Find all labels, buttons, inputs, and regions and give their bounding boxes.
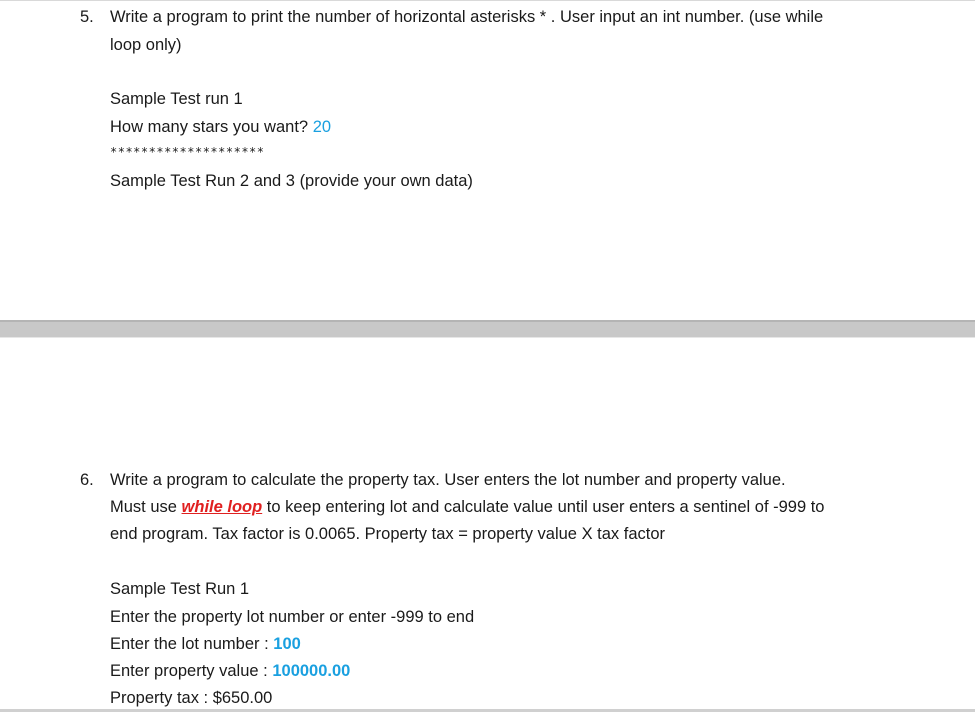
question-6-text-line1: Write a program to calculate the property tax. User enters the lot number and property value. (110, 471, 786, 489)
q5-sample-run-1-title: Sample Test run 1 (110, 90, 243, 108)
while-loop-link[interactable]: while loop (181, 498, 263, 516)
question-5-number: 5. (80, 8, 94, 26)
question-6-number: 6. (80, 471, 94, 489)
question-6-text-line2 (110, 497, 824, 517)
q5-prompt-line (110, 117, 331, 137)
q6-text-line2-end: to keep entering lot and calculate value until user enters a sentinel of -999 to (262, 498, 825, 516)
q6-lot-label: Enter the lot number : (110, 635, 274, 653)
question-6-text-line3: end program. Tax factor is 0.0065. Property tax = property value X tax factor (110, 525, 666, 543)
q6-lot-value: 100 (273, 635, 301, 653)
q5-stars-output: ******************** (110, 145, 265, 159)
q6-run-line-3 (110, 661, 350, 681)
page-top (0, 0, 975, 321)
q6-text-line2-start: Must use (110, 498, 182, 516)
page-bottom (0, 338, 975, 712)
q5-prompt-text: How many stars you want? (110, 118, 309, 136)
q5-sample-run-2-3-title: Sample Test Run 2 and 3 (provide your own data) (110, 172, 473, 190)
question-5-text-line2: loop only) (110, 36, 182, 54)
q6-sample-run-1-title: Sample Test Run 1 (110, 580, 250, 598)
q6-run-line-1: Enter the property lot number or enter -999 to end (110, 608, 475, 626)
q6-property-value-label: Enter property value : (110, 662, 273, 680)
q6-property-value: 100000.00 (272, 662, 351, 680)
q5-input-value: 20 (312, 118, 332, 136)
q6-run-line-2 (110, 634, 301, 654)
q6-run-line-4: Property tax : $650.00 (110, 689, 273, 707)
page-separator (0, 320, 975, 338)
question-5-text-line1: Write a program to print the number of horizontal asterisks * . User input an int number. (use while (110, 8, 824, 26)
